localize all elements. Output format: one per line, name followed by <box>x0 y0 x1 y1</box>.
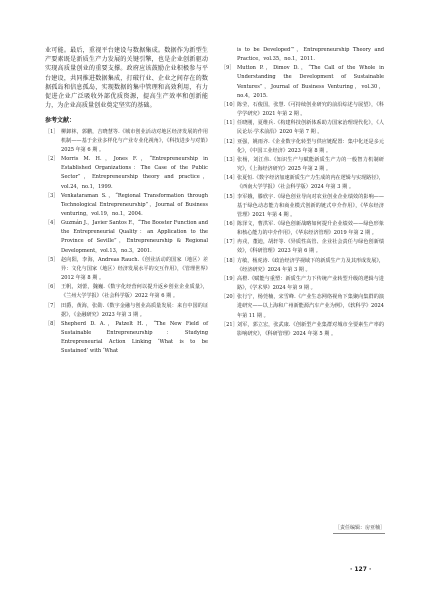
reference-text: 任晓刚，夏维兵.《构建科技创新体系助力国家治理现代化》，《人民论坛·学术前沿》2020 年第 7 期 。 <box>237 120 384 136</box>
reference-item <box>221 101 384 119</box>
reference-text: 高橙.《赋能与重塑：新质生产力下传统产业转型升级的逻辑与进路》，《学术界》2024 年第 9 期 。 <box>237 275 384 292</box>
reference-item <box>221 220 384 238</box>
references-heading: 参考文献： <box>45 117 76 125</box>
reference-item <box>221 119 384 137</box>
reference-number: ［15］ <box>221 193 238 200</box>
reference-item <box>45 155 208 192</box>
reference-text: Guzmán J.，Javier Santos F.，“The Booster Function and the Entrepreneurial Quality：an Application to the Province of Seville”，Entrepreneurship & Regional Development，vol.13，no.3，2001. <box>61 220 208 254</box>
reference-item <box>221 46 384 64</box>
reference-text: 张行宁，杨莞楠，宋雪峰.《产业生态网络视角下集聚向集群的演进研究——以上海和广州新能源汽车产业为例》，《软科学》2024 年第 11 期 。 <box>237 294 384 319</box>
reference-item <box>45 128 208 155</box>
reference-item <box>221 321 384 339</box>
reference-number: ［12］ <box>221 138 238 145</box>
reference-number: ［14］ <box>221 175 238 182</box>
reference-item <box>45 192 208 219</box>
reference-number: ［1］ <box>45 128 59 135</box>
reference-text: Morris M. H.，Jones F.，“Entrepreneurship in Established Organizations：The Case of the Public Sector”，Entrepreneurship theory and practice，vol.24，no.1，1999. <box>61 156 208 190</box>
reference-item <box>221 156 384 174</box>
reference-item <box>221 275 384 293</box>
reference-number: ［17］ <box>221 239 238 246</box>
reference-number: ［11］ <box>221 120 238 127</box>
right-column <box>221 46 384 339</box>
reference-number: ［9］ <box>221 65 235 72</box>
reference-number: ［4］ <box>45 220 59 227</box>
reference-number: ［16］ <box>221 220 238 227</box>
reference-text: Mutton P.，Dimov D.，“The Call of the Whole in Understanding the Development of Sustainable Ventures”，Journal of Business Venturing，vol.30，no.4，2015. <box>237 65 384 99</box>
reference-item <box>221 64 384 101</box>
reference-text: 陈莹，石俊国，张慧.《可持续创业研究的前沿综述与展望》，《科学学研究》2021 年第 2 期 。 <box>237 101 384 118</box>
reference-text: 亚强，姚雨齐.《企业数字化转型与供应链配置：集中化还是多元化》，《中国工业经济》2023 年第 8 期 。 <box>237 138 384 154</box>
reference-text: 柳卸林，郭鹏，吉晓慧等.《城市创业活动对地区经济发展的作用机制——基于企业多样化与产业专业化视角》，《科技进步与对策》2025 年第 6 期 。 <box>61 128 208 153</box>
reference-item <box>45 320 208 357</box>
reference-text: 王帆，刘蕾，魏巍.《数字化经营何以提升返乡创业企业质量》，《兰州大学学报》（社会科学版）2022 年第 6 期 。 <box>61 284 208 300</box>
reference-text: Shepherd D. A.，Patzelt H.，“The New Field of Sustainable Entrepreneurship：Studying Entrepreneurial Action Linking ‘What is to be Sustained’ with ‘What <box>61 320 208 355</box>
editor-rule <box>333 533 385 534</box>
reference-text: 张杨，刘江伟.《知识生产与赋能新质生产力的一般智力机制研究》，《上海经济研究》2025 年第 2 期 。 <box>237 156 384 173</box>
references-list-left <box>45 128 208 357</box>
reference-number: ［3］ <box>45 192 59 199</box>
reference-text: 赵向阳，李海，Andreas Rauch.《创业活动的国家（地区）差异：文化与国家（地区）经济发展水平的交互作用》，《管理世界》2012 年第 8 期 。 <box>61 256 208 282</box>
reference-number: ［2］ <box>45 156 59 163</box>
reference-number: ［5］ <box>45 256 59 263</box>
reference-item <box>45 256 208 283</box>
reference-text: 田爵，黄海，张勋.《数字金融与创业高质量发展：来自中国的证据》，《金融研究》2023 年第 3 期 。 <box>61 302 208 318</box>
reference-number: ［10］ <box>221 101 238 108</box>
reference-item <box>45 302 208 320</box>
reference-item <box>45 219 208 256</box>
reference-text: 李军娥，滕欣宇.《绿色创业导向对农业创业企业绩效的影响——基于绿色动态能力和商业模式创新的链式中介作用》，《华东经济管理》2021 年第 4 期 。 <box>237 193 384 218</box>
references-list-right <box>221 46 384 339</box>
reference-text: 方敏，杨虎涛.《政治经济学视域下的新质生产力及其形成发展》，《经济研究》2024 年第 3 期 。 <box>237 257 384 273</box>
reference-number: ［8］ <box>45 320 59 327</box>
reference-item <box>221 293 384 320</box>
reference-number: ［19］ <box>221 275 238 282</box>
reference-text: Venkataraman S.，“Regional Transformation through Technological Entrepreneurship”，Journal of Business venturing，vol.19，no.1，2004. <box>61 192 208 217</box>
reference-item <box>221 238 384 256</box>
reference-text: 陈泽文，曹洪军.《绿色创新战略如何提升企业绩效——绿色形象和核心能力的中介作用》，《华东经济管理》2019 年第 2 期 。 <box>237 220 384 237</box>
reference-text: 刘军，郭立宏，张武康.《创新型产业集群对城市全要素生产率的影响研究》，《科研管理》2024 年第 5 期 。 <box>237 321 384 337</box>
reference-item <box>221 174 384 192</box>
reference-number: ［7］ <box>45 302 59 309</box>
left-column <box>45 46 208 356</box>
reference-number: ［13］ <box>221 156 238 163</box>
reference-item <box>221 138 384 156</box>
reference-item <box>221 257 384 275</box>
reference-number: ［18］ <box>221 257 238 264</box>
reference-text: 张夏恒.《数字经济加速新质生产力生成的内在逻辑与实现路径》，《西南大学学报》（社会科学版）2024 年第 3 期 。 <box>237 175 384 191</box>
reference-item <box>221 193 384 220</box>
page-number: · 127 · <box>350 566 372 573</box>
reference-number: ［20］ <box>221 294 238 301</box>
responsible-editor: ［责任编辑：房亚楠］ <box>335 525 386 531</box>
conclusion-paragraph: 业可能。最后，重视平台建设与数据集成。数据作为新型生产要素既是新质生产力发展的关键引擎，也是企业创新驱动实现高质量创业的重要支撑。政府应该鼓励企业积极参与平台建设，共同推进数据集成，打破行业、企业之间存在的数据孤岛和信息孤岛，实现数据的集中管理和高效利用，有力促进企业广泛吸收外部优质资源，提高生产效率和创新能力，为企业高质量创业奠定坚实的基础。 <box>45 47 208 110</box>
reference-item <box>45 283 208 301</box>
reference-text: is to be Developed’”，Entrepreneurship Theory and Practice，vol.35，no.1，2011. <box>237 47 384 63</box>
reference-number: ［6］ <box>45 284 59 291</box>
reference-text: 冉戎，董迪，胡轩等.《异质性高管、企业社会责任与绿色创新绩效》，《科研管理》2023 年第 6 期 。 <box>237 239 384 255</box>
reference-number: ［21］ <box>221 321 238 328</box>
